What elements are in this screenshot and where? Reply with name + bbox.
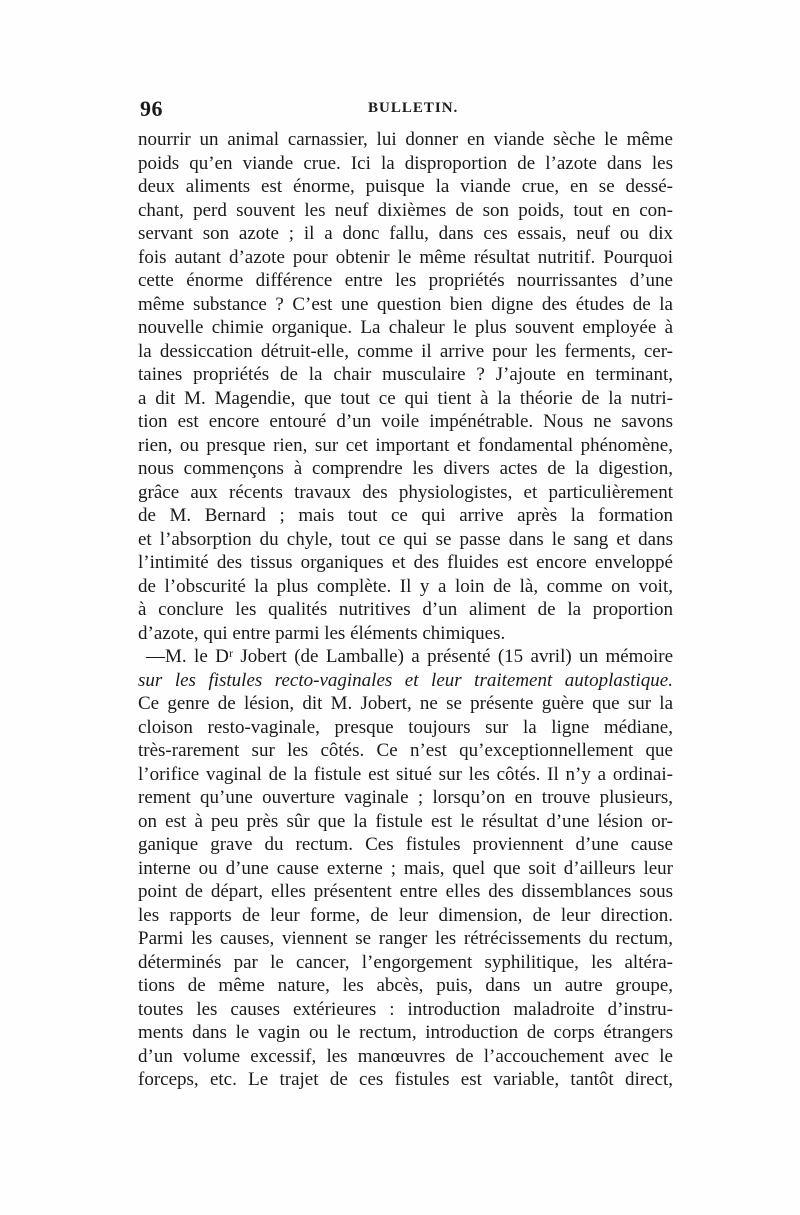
text-line: rement qu’une ouverture vaginale ; lorsqu’on en trouve plusieurs, bbox=[138, 787, 673, 808]
text-line: tion est encore entouré d’un voile impénétrable. Nous ne savons bbox=[138, 411, 673, 432]
text-line: très-rarement sur les côtés. Ce n’est qu’exceptionnellement que bbox=[138, 740, 673, 761]
text-line: ganique grave du rectum. Ces fistules proviennent d’une cause bbox=[138, 834, 673, 855]
text-line: deux aliments est énorme, puisque la viande crue, en se dessé- bbox=[138, 176, 673, 197]
text-line: d’un volume excessif, les manœuvres de l’accouchement avec le bbox=[138, 1045, 673, 1067]
text-line: les rapports de leur forme, de leur dimension, de leur direction. bbox=[138, 904, 673, 926]
header-title: BULLETIN. bbox=[368, 100, 459, 116]
text-line: d’azote, qui entre parmi les éléments chimiques. bbox=[138, 622, 506, 644]
page-number: 96 bbox=[140, 96, 163, 121]
text-line: nourrir un animal carnassier, lui donner en viande sèche le même bbox=[138, 129, 673, 150]
memoir-title-line: sur les fistules recto-vaginales et leur traitement autoplastique. bbox=[138, 669, 673, 691]
paragraph-opening-line: —M. le Dʳ Jobert (de Lamballe) a présenté (15 avril) un mémoire bbox=[146, 646, 673, 667]
text-line: Parmi les causes, viennent se ranger les rétrécissements du rectum, bbox=[138, 928, 673, 949]
text-line: poids qu’en viande crue. Ici la disproportion de l’azote dans les bbox=[138, 152, 673, 174]
text-line: servant son azote ; il a donc fallu, dans ces essais, neuf ou dix bbox=[138, 223, 673, 244]
text-line: de M. Bernard ; mais tout ce qui arrive après la formation bbox=[138, 505, 673, 526]
text-line: déterminés par le cancer, l’engorgement syphilitique, les altéra- bbox=[138, 951, 673, 973]
text-line: forceps, etc. Le trajet de ces fistules est variable, tantôt direct, bbox=[138, 1069, 673, 1090]
text-line: taines propriétés de la chair musculaire ? J’ajoute en terminant, bbox=[138, 364, 673, 385]
text-line: a dit M. Magendie, que tout ce qui tient à la théorie de la nutri- bbox=[138, 387, 673, 409]
text-line: point de départ, elles présentent entre elles des dissemblances sous bbox=[138, 881, 673, 902]
text-line: fois autant d’azote pour obtenir le même résultat nutritif. Pourquoi bbox=[138, 246, 673, 268]
text-line: interne ou d’une cause externe ; mais, quel que soit d’ailleurs leur bbox=[138, 857, 673, 879]
text-line: à conclure les qualités nutritives d’un aliment de la proportion bbox=[138, 599, 673, 620]
text-line: la dessiccation détruit-elle, comme il arrive pour les ferments, cer- bbox=[138, 340, 673, 362]
text-line: l’intimité des tissus organiques et des fluides est encore enveloppé bbox=[138, 552, 673, 573]
text-line: chant, perd souvent les neuf dixièmes de son poids, tout en con- bbox=[138, 199, 673, 221]
text-line: Ce genre de lésion, dit M. Jobert, ne se présente guère que sur la bbox=[138, 693, 673, 714]
text-line: ments dans le vagin ou le rectum, introduction de corps étrangers bbox=[138, 1022, 673, 1043]
text-line: rien, ou presque rien, sur cet important et fondamental phénomène, bbox=[138, 434, 673, 456]
text-line: tions de même nature, les abcès, puis, dans un autre groupe, bbox=[138, 975, 673, 996]
text-line: cloison resto-vaginale, presque toujours sur la ligne médiane, bbox=[138, 716, 673, 738]
text-line: on est à peu près sûr que la fistule est le résultat d’une lésion or- bbox=[138, 810, 673, 832]
text-line: nouvelle chimie organique. La chaleur le plus souvent employée à bbox=[138, 317, 673, 338]
text-line: toutes les causes extérieures : introduction maladroite d’instru- bbox=[138, 998, 673, 1020]
text-line: cette énorme différence entre les propriétés nourrissantes d’une bbox=[138, 270, 673, 291]
text-line: grâce aux récents travaux des physiologistes, et particulièrement bbox=[138, 481, 673, 503]
text-line: nous commençons à comprendre les divers actes de la digestion, bbox=[138, 458, 673, 479]
text-line: l’orifice vaginal de la fistule est situé sur les côtés. Il n’y a ordinai- bbox=[138, 763, 673, 785]
text-line: de l’obscurité la plus complète. Il y a loin de là, comme on voit, bbox=[138, 575, 673, 597]
running-head bbox=[140, 96, 670, 126]
body-text bbox=[138, 128, 673, 1092]
text-line: et l’absorption du chyle, tout ce qui se passe dans le sang et dans bbox=[138, 528, 673, 550]
text-line: même substance ? C’est une question bien digne des études de la bbox=[138, 293, 673, 315]
